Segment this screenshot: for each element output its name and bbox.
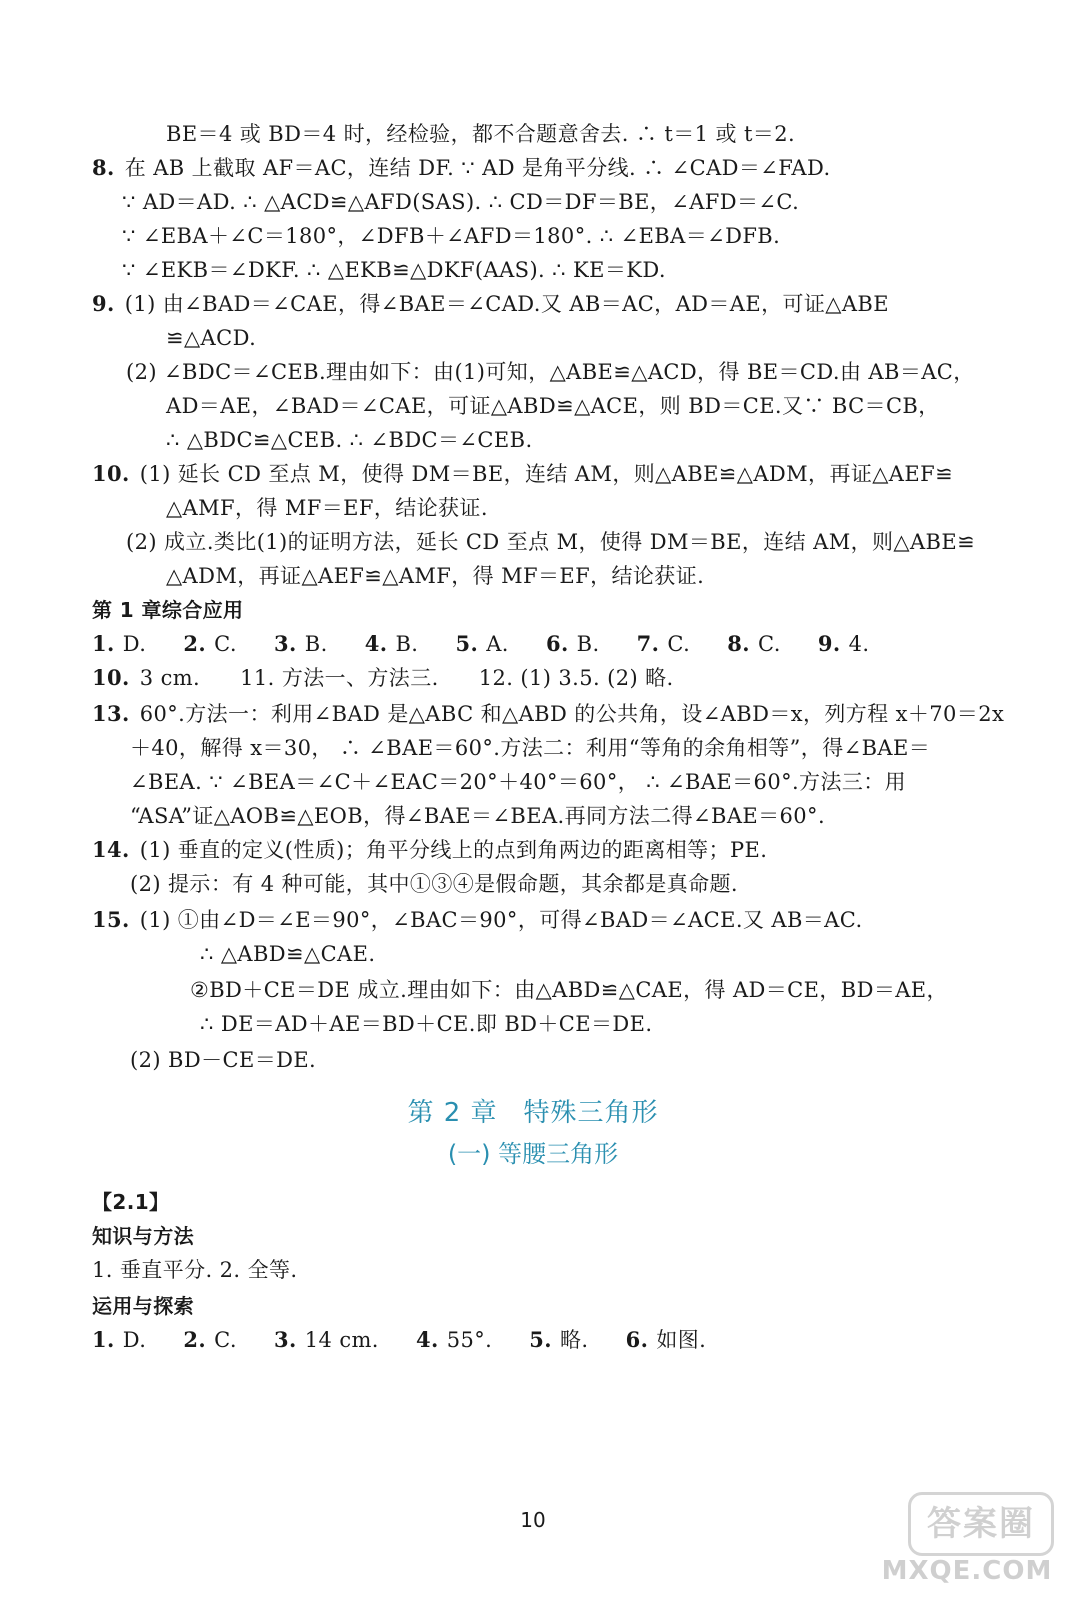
watermark-url: MXQE.COM: [881, 1556, 1053, 1586]
question-number: 8.: [92, 155, 115, 180]
answer-3: 3. B.: [274, 631, 328, 656]
line-text: 60°.方法一：利用∠BAD 是△ABC 和△ABD 的公共角，设∠ABD＝x，列方程 x＋70＝2x: [139, 702, 1005, 726]
q9-line-4: AD＝AE，∠BAD＝∠CAE，可证△ABD≌△ACE，则 BD＝CE.又∵ BC＝CB，: [166, 394, 940, 418]
q15-line-3: ②BD＋CE＝DE 成立.理由如下：由△ABD≌△CAE，得 AD＝CE，BD＝AE，: [190, 978, 948, 1002]
answers-row-2: [92, 663, 674, 693]
watermark-logo: 答案圈: [908, 1492, 1054, 1556]
question-number: 15.: [92, 907, 130, 932]
question-number: 13.: [92, 701, 130, 726]
answer-2: 2. C.: [183, 631, 237, 656]
q15-line-5: (2) BD－CE＝DE.: [130, 1048, 317, 1072]
answer-8: 8. C.: [727, 631, 781, 656]
q8-line-3: ∵ ∠EBA＋∠C＝180°，∠DFB＋∠AFD＝180°. ∴ ∠EBA＝∠DFB.: [122, 224, 781, 248]
answer-5: 5. A.: [455, 631, 509, 656]
chapter-title: [0, 1092, 1066, 1129]
answer-12: 12. (1) 3.5. (2) 略.: [478, 666, 674, 690]
chapter-subtitle: (一) 等腰三角形: [447, 1140, 619, 1168]
q9-line-3: (2) ∠BDC＝∠CEB.理由如下：由(1)可知，△ABE≌△ACD，得 BE＝CD.由 AB＝AC，: [126, 360, 975, 384]
app-answer-5: 5. 略.: [529, 1327, 589, 1352]
answer-1: 1. D.: [92, 631, 147, 656]
q8-line-2: ∵ AD＝AD. ∴ △ACD≌△AFD(SAS). ∴ CD＝DF＝BE，∠AFD＝∠C.: [122, 190, 800, 214]
q13-line-2: ＋40，解得 x＝30， ∴ ∠BAE＝60°.方法二：利用“等角的余角相等”，得∠BAE＝: [130, 736, 931, 760]
q9-line-2: ≌△ACD.: [166, 326, 257, 350]
answer-11: 11. 方法一、方法三.: [240, 666, 439, 690]
q13-line-4: “ASA”证△AOB≌△EOB，得∠BAE＝∠BEA.再同方法二得∠BAE＝60°.: [130, 804, 826, 828]
q15-line-4: ∴ DE＝AD＋AE＝BD＋CE.即 BD＋CE＝DE.: [200, 1012, 653, 1036]
question-number: 9.: [92, 291, 115, 316]
q10-line-4: △ADM，再证△AEF≌△AMF，得 MF＝EF，结论获证.: [166, 564, 705, 588]
q9-line-5: ∴ △BDC≌△CEB. ∴ ∠BDC＝∠CEB.: [166, 428, 533, 452]
chapter-label: 第 2 章: [407, 1098, 498, 1128]
chapter-name: 特殊三角形: [523, 1098, 659, 1128]
line-7-end: BE＝4 或 BD＝4 时，经检验，都不合题意舍去. ∴ t＝1 或 t＝2.: [166, 122, 796, 146]
watermark: [868, 1488, 1058, 1592]
app-answer-3: 3. 14 cm.: [274, 1327, 379, 1352]
section-heading-ch1-review: 第 1 章综合应用: [92, 598, 244, 622]
question-number: 10.: [92, 461, 130, 486]
q13-line-3: ∠BEA. ∵ ∠BEA＝∠C＋∠EAC＝20°＋40°＝60°， ∴ ∠BAE＝60°.方法三：用: [130, 770, 907, 794]
question-number: 14.: [92, 837, 130, 862]
answer-7: 7. C.: [636, 631, 691, 656]
question-10: [92, 459, 953, 489]
line-text: (1) 由∠BAD＝∠CAE，得∠BAE＝∠CAD.又 AB＝AC，AD＝AE，可证△ABE: [124, 292, 889, 316]
line-text: (1) 垂直的定义(性质)；角平分线上的点到角两边的距离相等；PE.: [139, 838, 768, 862]
application-answers: [92, 1325, 736, 1355]
line-text: (1) ①由∠D＝∠E＝90°，∠BAC＝90°，可得∠BAD＝∠ACE.又 AB＝AC.: [139, 908, 863, 932]
section-heading-knowledge: 知识与方法: [92, 1224, 194, 1248]
section-heading-application: 运用与探索: [92, 1294, 194, 1318]
section-heading-2-1: 【2.1】: [92, 1190, 170, 1214]
answer-4: 4. B.: [364, 631, 419, 656]
question-15: [92, 905, 863, 935]
q8-line-4: ∵ ∠EKB＝∠DKF. ∴ △EKB≌△DKF(AAS). ∴ KE＝KD.: [122, 258, 666, 282]
line-text: 在 AB 上截取 AF＝AC，连结 DF. ∵ AD 是角平分线. ∴ ∠CAD＝∠FAD.: [124, 156, 831, 180]
question-8: [92, 153, 831, 183]
app-answer-6: 6. 如图.: [625, 1327, 707, 1352]
answer-6: 6. B.: [545, 631, 600, 656]
line-text: (1) 延长 CD 至点 M，使得 DM＝BE，连结 AM，则△ABE≌△ADM，再证△AEF≌: [139, 462, 954, 486]
app-answer-1: 1. D.: [92, 1327, 147, 1352]
question-13: [92, 699, 1004, 729]
app-answer-2: 2. C.: [183, 1327, 237, 1352]
answer-10: 3 cm.: [139, 666, 201, 690]
answer-9: 9. 4.: [817, 631, 870, 656]
question-14: [92, 835, 767, 865]
knowledge-answers: 1. 垂直平分. 2. 全等.: [92, 1258, 298, 1282]
app-answer-4: 4. 55°.: [415, 1327, 493, 1352]
q14-line-2: (2) 提示：有 4 种可能，其中①③④是假命题，其余都是真命题.: [130, 872, 739, 896]
q10-line-3: (2) 成立.类比(1)的证明方法，延长 CD 至点 M，使得 DM＝BE，连结 AM，则△ABE≌: [126, 530, 976, 554]
page-number: 10: [520, 1508, 546, 1532]
question-9: [92, 289, 889, 319]
q10-line-2: △AMF，得 MF＝EF，结论获证.: [166, 496, 488, 520]
answers-row-1: [92, 629, 899, 659]
question-number: 10.: [92, 665, 130, 690]
q15-line-2: ∴ △ABD≌△CAE.: [200, 942, 376, 966]
